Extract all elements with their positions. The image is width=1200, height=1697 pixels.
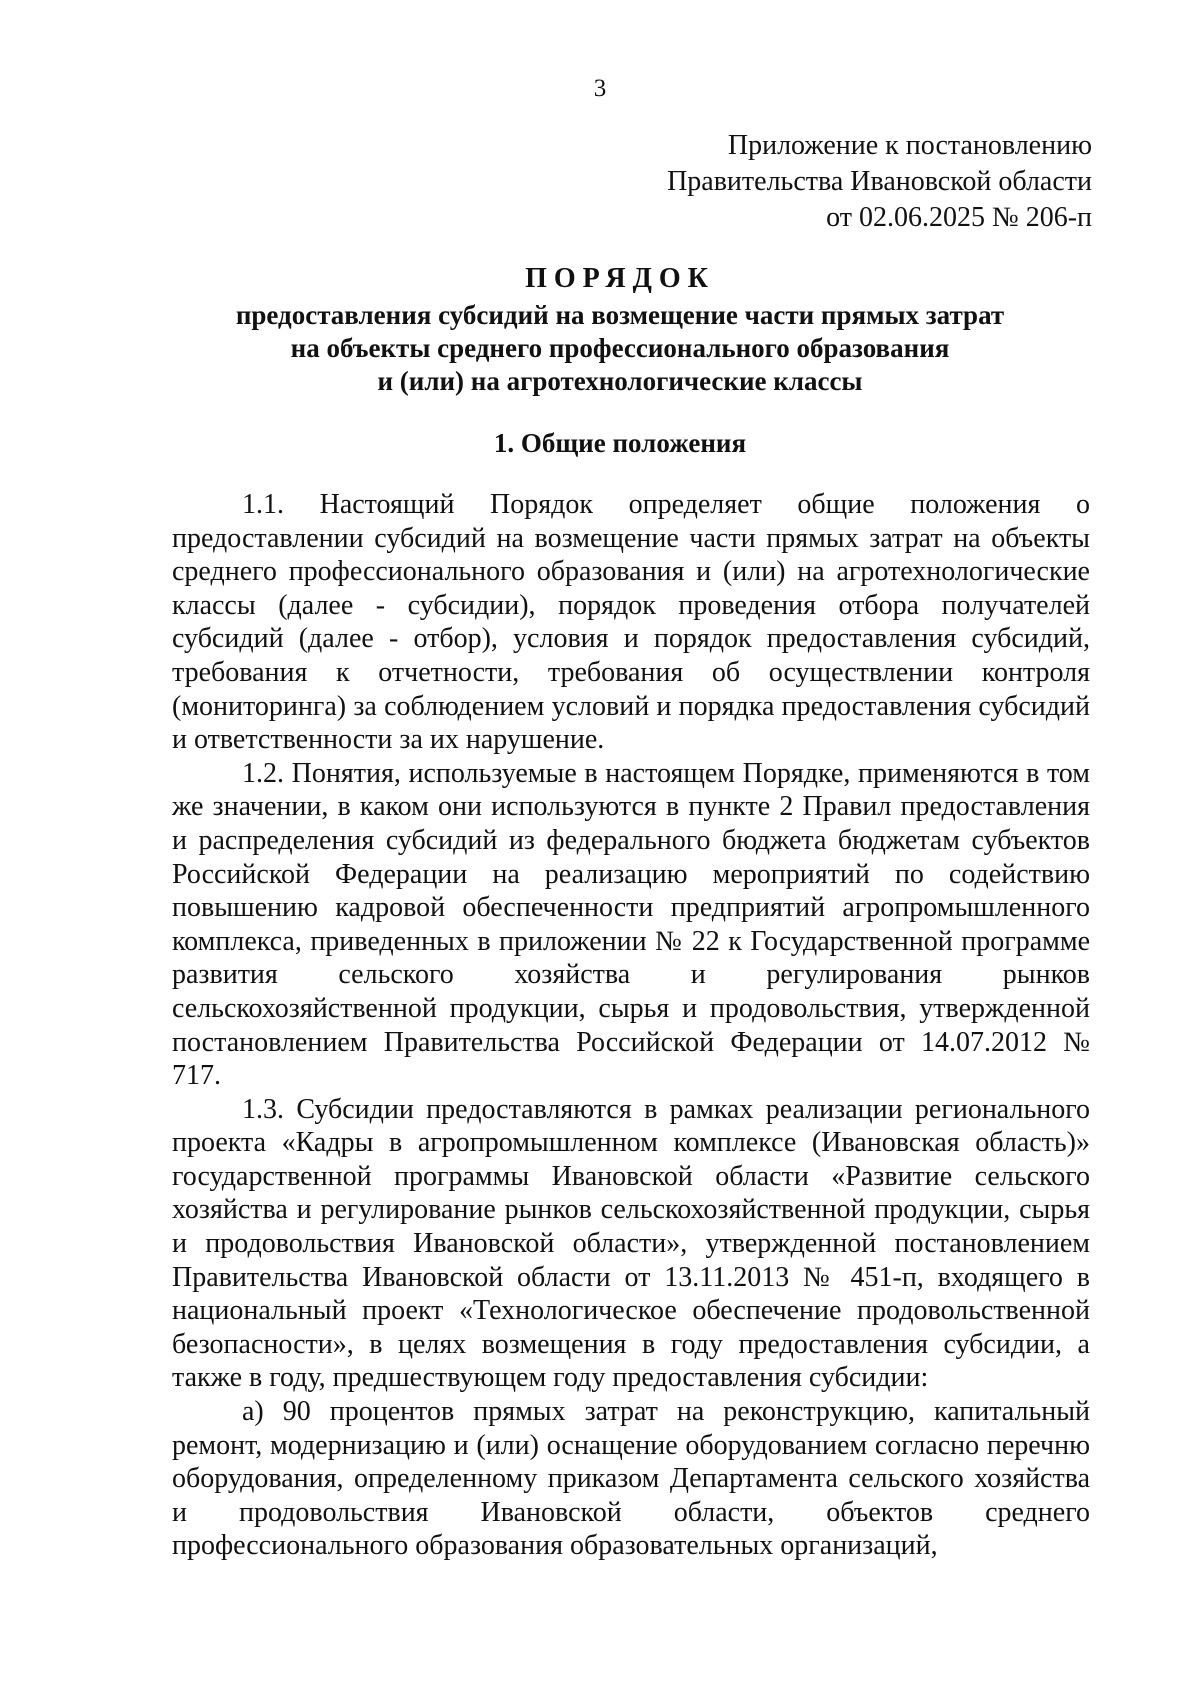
title-word: ПОРЯДОК bbox=[525, 263, 715, 294]
appendix-reference bbox=[667, 128, 1092, 236]
title-line-3: и (или) на агротехнологические классы bbox=[377, 366, 863, 396]
paragraph-1-3-a: а) 90 процентов прямых затрат на реконструкцию, капитальный ремонт, модернизацию и (или) оснащение оборудованием согласно перечню оборудования, определенному приказом Департамента сельского хозяйства и продовольствия Ивановской области, объектов среднего профессионального образования образовательных организаций, bbox=[172, 1396, 1090, 1562]
paragraph-1-3: 1.3. Субсидии предоставляются в рамках реализации регионального проекта «Кадры в агропромышленном комплексе (Ивановская область)» государственной программы Ивановской области «Развитие сельского хозяйства и регулирование рынков сельскохозяйственной продукции, сырья и продовольствия Ивановской области», утвержденной постановлением Правительства Ивановской области от 13.11.2013 № 451-п, входящего в национальный проект «Технологическое обеспечение продовольственной безопасности», в целях возмещения в году предоставления субсидии, а также в году, предшествующем году предоставления субсидии: bbox=[172, 1093, 1090, 1394]
paragraph-1-2: 1.2. Понятия, используемые в настоящем Порядке, применяются в том же значении, в каком они используются в пункте 2 Правил предоставления и распределения субсидий из федерального бюджета бюджетам субъектов Российской Федерации на реализацию мероприятий по содействию повышению кадровой обеспеченности предприятий агропромышленного комплекса, приведенных в приложении № 22 к Государственной программе развития сельского хозяйства и регулирования рынков сельскохозяйственной продукции, сырья и продовольствия, утвержденной постановлением Правительства Российской Федерации от 14.07.2012 № 717. bbox=[172, 757, 1090, 1092]
appendix-line-1: Приложение к постановлению bbox=[727, 130, 1092, 161]
appendix-line-3: от 02.06.2025 № 206-п bbox=[826, 202, 1092, 233]
paragraph-1-1: 1.1. Настоящий Порядок определяет общие положения о предоставлении субсидий на возмещение части прямых затрат на объекты среднего профессионального образования и (или) на агротехнологические классы (далее - субсидии), порядок проведения отбора получателей субсидий (далее - отбор), условия и порядок предоставления субсидий, требования к отчетности, требования об осуществлении контроля (мониторинга) за соблюдением условий и порядка предоставления субсидий и ответственности за их нарушение. bbox=[172, 489, 1090, 756]
document-body bbox=[172, 488, 1090, 1563]
section-heading: 1. Общие положения bbox=[493, 428, 747, 458]
page-number: 3 bbox=[593, 75, 607, 102]
appendix-line-2: Правительства Ивановской области bbox=[667, 166, 1092, 197]
title-line-1: предоставления субсидий на возмещение части прямых затрат bbox=[235, 300, 1005, 330]
title-line-2: на объекты среднего профессионального образования bbox=[290, 333, 950, 363]
document-title bbox=[130, 262, 1110, 398]
